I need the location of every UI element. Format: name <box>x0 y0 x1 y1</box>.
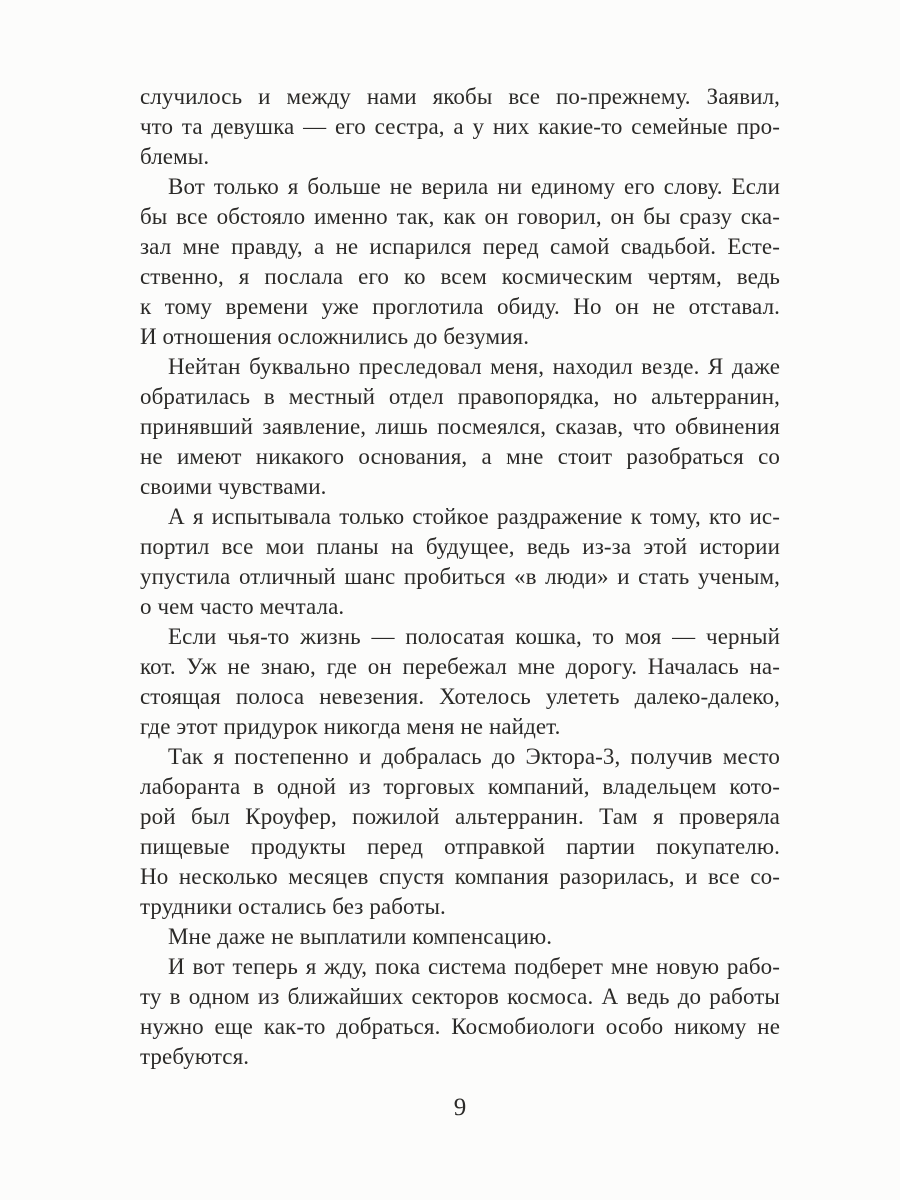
text-line: Нейтан буквально преследовал меня, находил везде. Я даже <box>168 354 780 379</box>
page-text <box>140 82 780 1072</box>
text-line: нужно еще как-то добраться. Космобиологи особо никому не <box>140 1014 780 1039</box>
text-line: И отношения осложнились до безумия. <box>140 324 530 349</box>
text-line: ту в одном из ближайших секторов космоса. А ведь до работы <box>140 984 780 1009</box>
text-line: стоящая полоса невезения. Хотелось улететь далеко-далеко, <box>140 684 780 709</box>
text-line: не имеют никакого основания, а мне стоит разобраться со <box>140 444 780 469</box>
text-line: Вот только я больше не верила ни единому его слову. Если <box>168 174 780 199</box>
text-line: где этот придурок никогда меня не найдет. <box>140 714 561 739</box>
text-line: рой был Кроуфер, пожилой альтерранин. Там я проверяла <box>140 804 780 829</box>
text-line: что та девушка — его сестра, а у них какие-то семейные про- <box>140 114 780 139</box>
text-line: ственно, я послала его ко всем космическим чертям, ведь <box>140 264 780 289</box>
text-line: о чем часто мечтала. <box>140 594 345 619</box>
text-line: своими чувствами. <box>140 474 327 499</box>
text-line: зал мне правду, а не испарился перед самой свадьбой. Есте- <box>140 234 780 259</box>
text-line: к тому времени уже проглотила обиду. Но он не отставал. <box>140 294 780 319</box>
text-line: случилось и между нами якобы все по-прежнему. Заявил, <box>140 84 780 109</box>
text-line: принявший заявление, лишь посмеялся, сказав, что обвинения <box>140 414 780 439</box>
text-line: кот. Уж не знаю, где он перебежал мне дорогу. Началась на- <box>140 654 780 679</box>
text-line: трудники остались без работы. <box>140 894 446 919</box>
text-line: Если чья-то жизнь — полосатая кошка, то моя — черный <box>168 624 780 649</box>
text-line: упустила отличный шанс пробиться «в люди» и стать ученым, <box>140 564 780 589</box>
page-number: 9 <box>453 1094 467 1121</box>
text-line: блемы. <box>140 144 210 169</box>
text-line: Но несколько месяцев спустя компания разорилась, и все со- <box>140 864 780 889</box>
text-line: требуются. <box>140 1044 250 1069</box>
text-line: А я испытывала только стойкое раздражение к тому, кто ис- <box>168 504 780 529</box>
text-line: портил все мои планы на будущее, ведь из-за этой истории <box>140 534 780 559</box>
text-line: лаборанта в одной из торговых компаний, владельцем кото- <box>140 774 780 799</box>
text-line: Так я постепенно и добралась до Эктора-3, получив место <box>168 744 780 769</box>
text-line: И вот теперь я жду, пока система подберет мне новую рабо- <box>168 954 780 979</box>
text-line: Мне даже не выплатили компенсацию. <box>168 924 553 949</box>
text-line: обратилась в местный отдел правопорядка, но альтерранин, <box>140 384 780 409</box>
text-line: бы все обстояло именно так, как он говорил, он бы сразу ска- <box>140 204 780 229</box>
text-line: пищевые продукты перед отправкой партии покупателю. <box>140 834 780 859</box>
